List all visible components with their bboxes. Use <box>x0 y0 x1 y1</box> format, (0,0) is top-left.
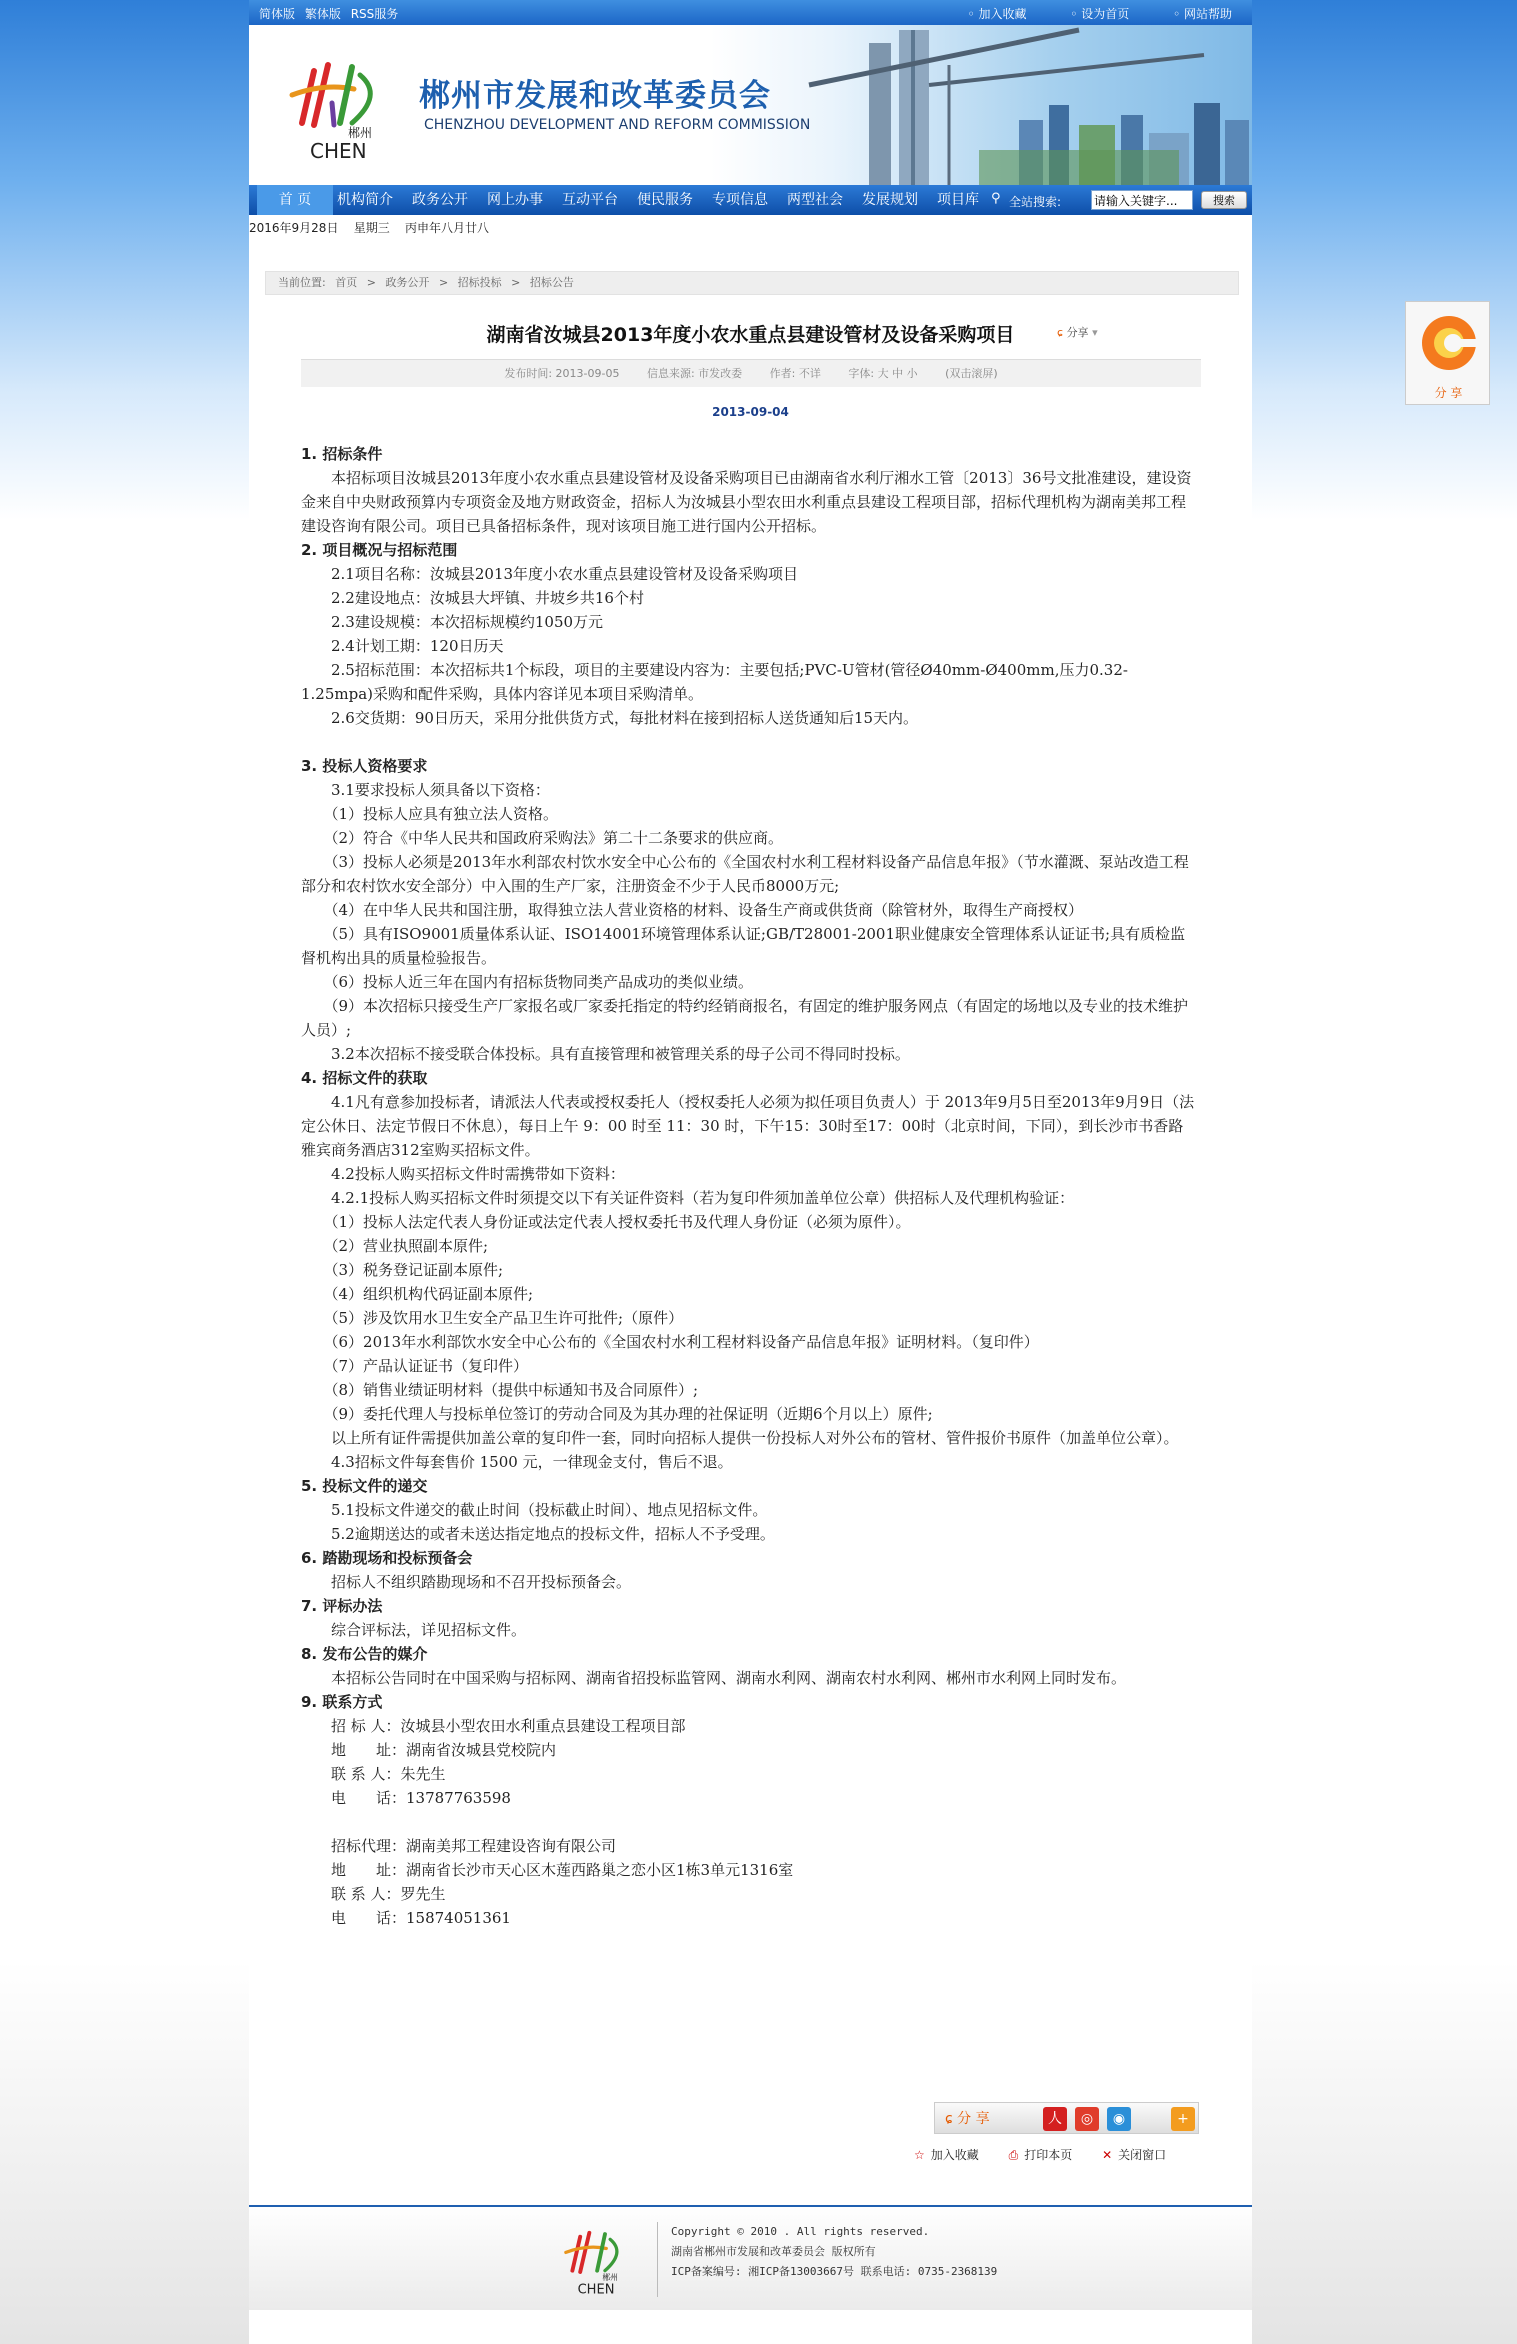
site-title: 郴州市发展和改革委员会 <box>419 78 771 114</box>
search-input[interactable] <box>1091 190 1193 210</box>
weibo-icon[interactable]: ◎ <box>1075 2107 1099 2131</box>
nav-special-info[interactable]: 专项信息 <box>712 192 768 208</box>
article-paragraph: 2.1项目名称：汝城县2013年度小农水重点县建设管材及设备采购项目 <box>301 565 799 583</box>
add-favorite-link[interactable]: ◦ 加入收藏 <box>968 7 1027 21</box>
article-paragraph: （4）在中华人民共和国注册，取得独立法人营业资格的材料、设备生产商或供货商（除管材外，取得生产商授权） <box>301 901 1084 919</box>
nav-home[interactable]: 首 页 <box>257 185 333 215</box>
breadcrumb-announcement[interactable]: 招标公告 <box>529 276 574 289</box>
close-icon: ✕ <box>1102 2148 1113 2162</box>
article-paragraph: （7）产品认证证书（复印件） <box>301 1357 529 1375</box>
publish-time: 发布时间: 2013-09-05 <box>504 367 620 380</box>
city-skyline-icon <box>749 25 1252 185</box>
article-paragraph: （6）2013年水利部饮水安全中心公布的《全国农村水利工程材料设备产品信息年报》证明材料。（复印件） <box>301 1333 1039 1351</box>
svg-text:郴州: 郴州 <box>348 126 373 140</box>
article-paragraph: 2.4计划工期：120日历天 <box>301 637 504 655</box>
article-paragraph: （1）投标人应具有独立法人资格。 <box>301 805 559 823</box>
article-paragraph: 招标人不组织踏勘现场和不召开投标预备会。 <box>301 1573 632 1591</box>
nav-projects[interactable]: 项目库 <box>937 192 979 208</box>
nav-interaction[interactable]: 互动平台 <box>562 192 618 208</box>
svg-text:郴州: 郴州 <box>602 2272 618 2282</box>
section-heading: 4. 招标文件的获取 <box>301 1069 428 1087</box>
section-heading: 8. 发布公告的媒介 <box>301 1645 428 1663</box>
search-button[interactable]: 搜索 <box>1201 191 1247 209</box>
svg-text:CHEN: CHEN <box>310 139 367 163</box>
simplified-link[interactable]: 简体版 <box>259 7 296 21</box>
nav-two-type-society[interactable]: 两型社会 <box>787 192 843 208</box>
breadcrumb-label: 当前位置: <box>278 276 326 289</box>
section-heading: 2. 项目概况与招标范围 <box>301 541 458 559</box>
article-paragraph: （2）营业执照副本原件; <box>301 1237 489 1255</box>
nav-government[interactable]: 政务公开 <box>412 192 468 208</box>
section-heading: 6. 踏勘现场和投标预备会 <box>301 1549 473 1567</box>
date-bar <box>249 219 489 236</box>
share-dropdown[interactable]: ɕ 分享 ▾ <box>1057 326 1098 339</box>
article-paragraph: 综合评标法，详见招标文件。 <box>301 1621 527 1639</box>
footer <box>249 2205 1252 2310</box>
section-heading: 1. 招标条件 <box>301 445 383 463</box>
close-window-button[interactable]: 关闭窗口 <box>1118 2148 1167 2162</box>
article-paragraph: （3）投标人必须是2013年水利部农村饮水安全中心公布的《全国农村水利工程材料设备产品信息年报》（节水灌溉、泵站改造工程部分和农村饮水安全部分）中入围的生产厂家，注册资金不少于人民币8000万元; <box>301 853 1189 895</box>
section-heading: 3. 投标人资格要求 <box>301 757 428 775</box>
weekday: 星期三 <box>353 221 390 235</box>
article-paragraph: （9）委托代理人与投标单位签订的劳动合同及为其办理的社保证明（近期6个月以上）原件; <box>301 1405 933 1423</box>
header-banner <box>249 25 1252 185</box>
article-paragraph: （1）投标人法定代表人身份证或法定代表人授权委托书及代理人身份证（必须为原件）。 <box>301 1213 911 1231</box>
article-paragraph: 电 话：15874051361 <box>301 1909 511 1927</box>
article-title: 湖南省汝城县2013年度小农水重点县建设管材及设备采购项目 <box>486 324 1015 346</box>
article-paragraph: 招标代理：湖南美邦工程建设咨询有限公司 <box>301 1837 617 1855</box>
article-paragraph: 联 系 人：朱先生 <box>301 1765 446 1783</box>
article-paragraph <box>301 1810 1196 1834</box>
tencent-icon[interactable]: ◉ <box>1107 2107 1131 2131</box>
add-favorite-button[interactable]: 加入收藏 <box>930 2148 979 2162</box>
side-share-widget[interactable] <box>1405 301 1490 405</box>
more-icon[interactable]: + <box>1171 2107 1195 2131</box>
article-paragraph: （8）销售业绩证明材料（提供中标通知书及合同原件）; <box>301 1381 699 1399</box>
article-paragraph: 2.5招标范围：本次招标共1个标段，项目的主要建设内容为：主要包括;PVC-U管材(管径Ø40mm-Ø400mm,压力0.32-1.25mpa)采购和配件采购，具体内容详见本项目采购清单。 <box>301 661 1128 703</box>
article-paragraph: 地 址：湖南省汝城县党校院内 <box>301 1741 557 1759</box>
section-heading: 9. 联系方式 <box>301 1693 383 1711</box>
search-icon: ⚲ <box>991 191 1001 206</box>
article-paragraph: 4.2.1投标人购买招标文件时须提交以下有关证件资料（若为复印件须加盖单位公章）供招标人及代理机构验证： <box>301 1189 1075 1207</box>
font-size-control[interactable]: 字体: 大 中 小 <box>848 367 918 380</box>
nav-convenience[interactable]: 便民服务 <box>637 192 693 208</box>
section-heading: 5. 投标文件的递交 <box>301 1477 428 1495</box>
search-label: 全站搜索: <box>1009 195 1062 209</box>
article-paragraph: 5.2逾期送达的或者未送达指定地点的投标文件，招标人不予受理。 <box>301 1525 775 1543</box>
article-paragraph: 招 标 人：汝城县小型农田水利重点县建设工程项目部 <box>301 1717 686 1735</box>
chevron-down-icon: ▾ <box>1092 326 1098 339</box>
article-paragraph: 联 系 人：罗先生 <box>301 1885 446 1903</box>
article-paragraph: 2.3建设规模：本次招标规模约1050万元 <box>301 613 604 631</box>
article-body <box>301 442 1196 1930</box>
breadcrumb-government[interactable]: 政务公开 <box>385 276 430 289</box>
footer-icp: ICP备案编号: 湘ICP备13003667号 联系电话: 0735-2368139 <box>671 2265 998 2278</box>
author: 作者: 不详 <box>769 367 821 380</box>
info-source: 信息来源: 市发改委 <box>646 367 743 380</box>
article-paragraph: 3.1要求投标人须具备以下资格： <box>301 781 550 799</box>
article-paragraph: （4）组织机构代码证副本原件; <box>301 1285 534 1303</box>
article-paragraph: 电 话：13787763598 <box>301 1789 511 1807</box>
article-paragraph: 以上所有证件需提供加盖公章的复印件一套，同时向招标人提供一份投标人对外公布的管材、管件报价书原件（加盖单位公章）。 <box>301 1429 1179 1447</box>
footer-copyright: Copyright © 2010 . All rights reserved. <box>671 2225 930 2238</box>
footer-owner: 湖南省郴州市发展和改革委员会 版权所有 <box>671 2245 876 2258</box>
current-date: 2016年9月28日 <box>249 221 339 235</box>
share-icon: ɕ <box>1057 326 1064 339</box>
page-tools <box>914 2146 1192 2163</box>
article-paragraph: 4.3招标文件每套售价 1500 元，一律现金支付，售后不退。 <box>301 1453 733 1471</box>
rss-link[interactable]: RSS服务 <box>350 7 399 21</box>
share-label[interactable]: ɕ 分 享 <box>945 2111 990 2127</box>
print-icon: ⎙ <box>1008 2148 1019 2162</box>
article-paragraph <box>301 730 1196 754</box>
traditional-link[interactable]: 繁体版 <box>304 7 341 21</box>
chenzhou-logo-icon <box>284 53 394 168</box>
article-paragraph: （6）投标人近三年在国内有招标货物同类产品成功的类似业绩。 <box>301 973 754 991</box>
set-homepage-link[interactable]: ◦ 设为首页 <box>1070 7 1129 21</box>
share-logo-icon <box>1420 310 1478 376</box>
article-paragraph: （9）本次招标只接受生产厂家报名或厂家委托指定的特约经销商报名，有固定的维护服务网点（有固定的场地以及专业的技术维护人员）; <box>301 997 1189 1039</box>
article-paragraph: 2.2建设地点：汝城县大坪镇、井坡乡共16个村 <box>301 589 644 607</box>
site-help-link[interactable]: ◦ 网站帮助 <box>1173 7 1232 21</box>
article-paragraph: 3.2本次招标不接受联合体投标。具有直接管理和被管理关系的母子公司不得同时投标。 <box>301 1045 910 1063</box>
lunar-date: 丙申年八月廿八 <box>405 221 490 235</box>
article-paragraph: 4.2投标人购买招标文件时需携带如下资料： <box>301 1165 625 1183</box>
article-paragraph: （2）符合《中华人民共和国政府采购法》第二十二条要求的供应商。 <box>301 829 784 847</box>
article-paragraph: 本招标公告同时在中国采购与招标网、湖南省招投标监管网、湖南水利网、湖南农村水利网、郴州市水利网上同时发布。 <box>301 1669 1127 1687</box>
breadcrumb-bidding[interactable]: 招标投标 <box>457 276 502 289</box>
article-paragraph: 地 址：湖南省长沙市天心区木莲西路巢之恋小区1栋3单元1316室 <box>301 1861 794 1879</box>
site-subtitle: CHENZHOU DEVELOPMENT AND REFORM COMMISSION <box>424 117 811 133</box>
article-date: 2013-09-04 <box>712 405 789 419</box>
share-bar <box>934 2102 1199 2134</box>
article-paragraph: （5）具有ISO9001质量体系认证、ISO14001环境管理体系认证;GB/T28001-2001职业健康安全管理体系认证证书;具有质检监督机构出具的质量检验报告。 <box>301 925 1186 967</box>
breadcrumb-home[interactable]: 首页 <box>335 276 358 289</box>
article-paragraph: （3）税务登记证副本原件; <box>301 1261 504 1279</box>
article-paragraph: 5.1投标文件递交的截止时间（投标截止时间）、地点见招标文件。 <box>301 1501 768 1519</box>
svg-text:CHEN: CHEN <box>577 2282 615 2298</box>
favorite-icon: ☆ <box>914 2148 925 2162</box>
article-paragraph: （5）涉及饮用水卫生安全产品卫生许可批件;（原件） <box>301 1309 684 1327</box>
double-click-scroll: (双击滚屏) <box>945 367 998 380</box>
breadcrumb: 当前位置: 首页 > 政务公开 > 招标投标 > 招标公告 <box>265 271 1239 295</box>
article-paragraph: 2.6交货期：90日历天，采用分批供货方式，每批材料在接到招标人送货通知后15天内。 <box>301 709 919 727</box>
nav-planning[interactable]: 发展规划 <box>862 192 918 208</box>
nav-about[interactable]: 机构简介 <box>337 192 393 208</box>
print-button[interactable]: 打印本页 <box>1024 2148 1073 2162</box>
article-paragraph: 4.1凡有意参加投标者，请派法人代表或授权委托人（授权委托人必须为拟任项目负责人）于 2013年9月5日至2013年9月9日（法定公休日、法定节假日不休息），每日上午 9：00 时至 11：30 时，下午15：30时至17：00时（北京时间，下同），到长沙市书香路雅宾商务酒店312室购买招标文件。 <box>301 1093 1195 1159</box>
main-nav <box>249 185 1252 215</box>
side-share-label: 分 享 <box>1434 386 1463 400</box>
nav-online-service[interactable]: 网上办事 <box>487 192 543 208</box>
article-paragraph: 本招标项目汝城县2013年度小农水重点县建设管材及设备采购项目已由湖南省水利厅湘水工管〔2013〕36号文批准建设，建设资金来自中央财政预算内专项资金及地方财政资金，招标人为汝城县小型农田水利重点县建设工程项目部，招标代理机构为湖南美邦工程建设咨询有限公司。项目已具备招标条件，现对该项目施工进行国内公开招标。 <box>301 469 1192 535</box>
section-heading: 7. 评标办法 <box>301 1597 383 1615</box>
top-bar <box>249 0 1252 25</box>
footer-logo-icon <box>554 2225 639 2300</box>
share-icon: ɕ <box>945 2111 953 2127</box>
renren-icon[interactable]: 人 <box>1043 2107 1067 2131</box>
page-container <box>249 0 1252 2344</box>
article-meta <box>301 359 1201 387</box>
